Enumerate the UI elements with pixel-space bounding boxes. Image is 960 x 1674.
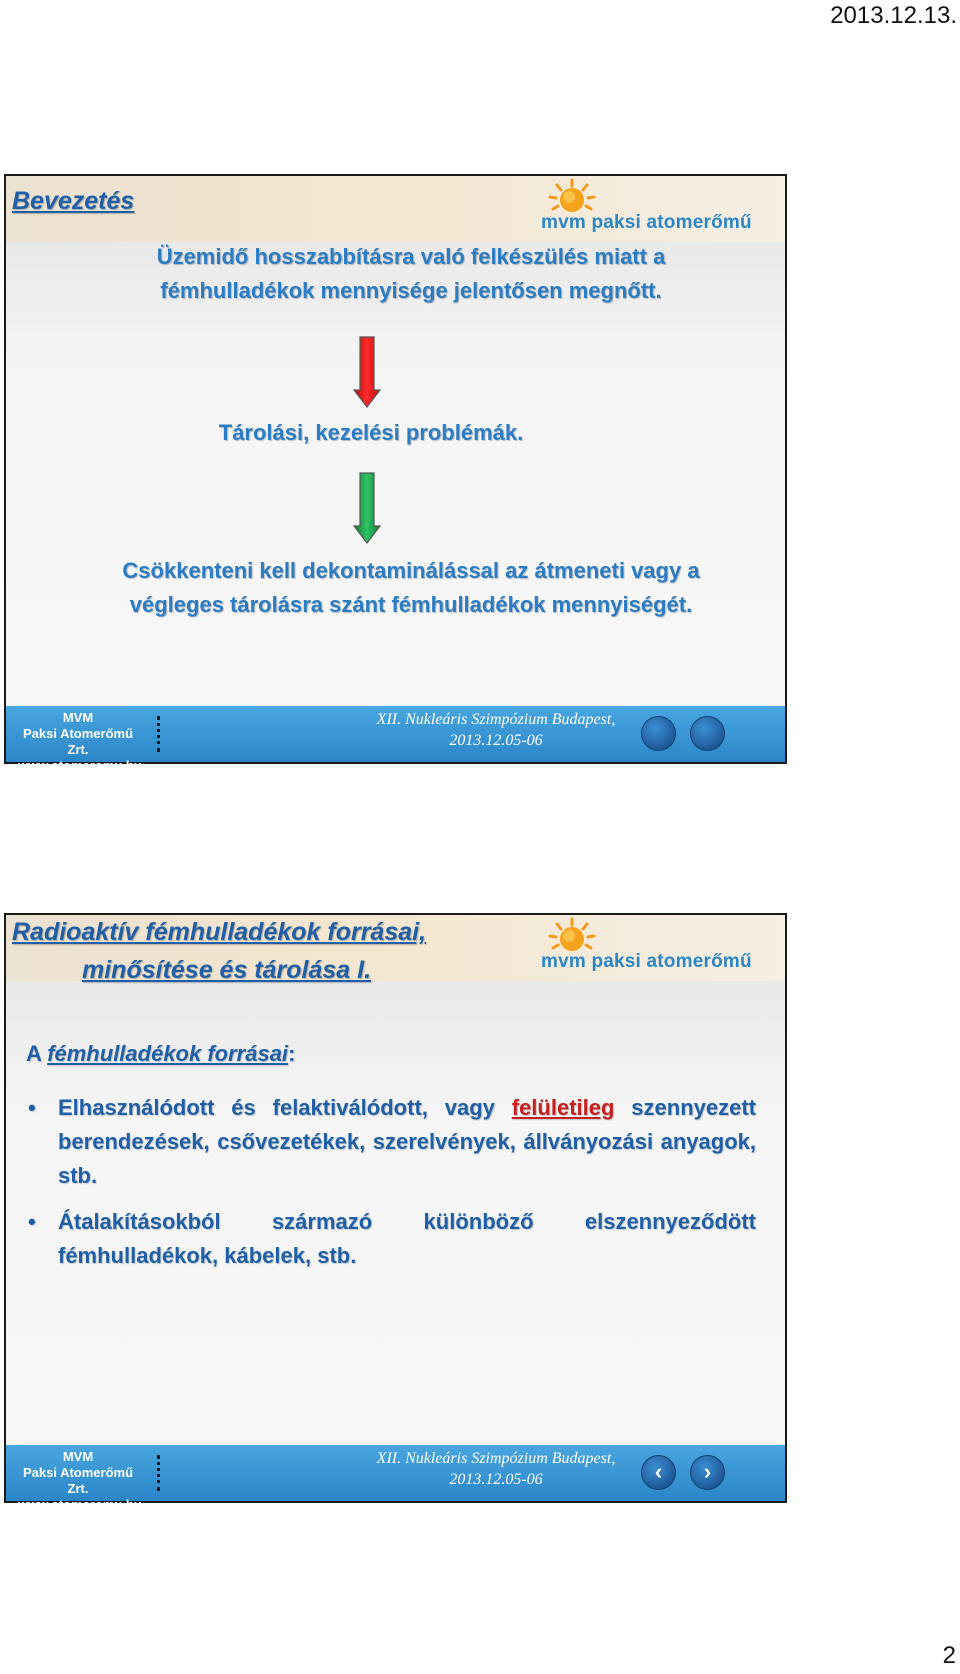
slide-title: Bevezetés xyxy=(12,187,135,215)
chevron-left-icon: ‹ xyxy=(654,1459,663,1484)
sources-heading-prefix: A xyxy=(26,1041,48,1066)
solution-line-1: Csökkenteni kell dekontaminálással az átmeneti vagy a xyxy=(122,558,700,583)
list-item xyxy=(28,1205,756,1273)
bullet-glyph: • xyxy=(28,1095,36,1120)
bullet-1-text-start: Elhasználódott és felaktiválódott, vagy xyxy=(58,1095,512,1120)
footer-org-line-1: MVM xyxy=(62,1449,94,1464)
slide-radioaktiv-femhulladekok xyxy=(4,913,787,1512)
slide-footer xyxy=(6,1445,785,1512)
slide-body-background xyxy=(6,242,785,706)
intro-line-1: Üzemidő hosszabbításra való felkészülés miatt a xyxy=(156,244,666,269)
bullet-1-text-end: szennyezett berendezések, csővezetékek, szerelvények, állványozási anyagok, stb. xyxy=(58,1095,756,1188)
footer-org-line-3: www.atomeromu.hu xyxy=(18,758,142,773)
bullet-glyph: • xyxy=(28,1209,36,1234)
footer-org xyxy=(18,1449,142,1513)
next-slide-button[interactable] xyxy=(690,716,725,751)
page-date: 2013.12.13. xyxy=(830,2,957,29)
footer-org-line-3: www.atomeromu.hu xyxy=(18,1497,142,1512)
slide-bevezetes xyxy=(4,174,787,773)
problem-text: Tárolási, kezelési problémák. xyxy=(218,420,524,445)
footer-event-line-2: 2013.12.05-06 xyxy=(449,1471,543,1488)
footer-org-line-1: MVM xyxy=(62,710,94,725)
previous-slide-button[interactable] xyxy=(641,716,676,751)
previous-slide-button[interactable] xyxy=(641,1455,676,1490)
logo-brand: paksi atomerőmű xyxy=(591,951,752,972)
footer-divider xyxy=(157,716,163,752)
logo-brand: paksi atomerőmű xyxy=(591,212,752,233)
footer-event-line-1: XII. Nukleáris Szimpózium Budapest, xyxy=(376,711,616,728)
logo-brand-text xyxy=(541,212,752,234)
footer-event-line-2: 2013.12.05-06 xyxy=(449,732,543,749)
intro-line-2: fémhulladékok mennyisége jelentősen megnőtt. xyxy=(160,278,662,303)
solution-line-2: végleges tárolásra szánt fémhulladékok mennyiségét. xyxy=(129,592,693,617)
list-item xyxy=(28,1091,756,1193)
footer-event-line-1: XII. Nukleáris Szimpózium Budapest, xyxy=(376,1450,616,1467)
sources-heading-suffix: : xyxy=(288,1041,296,1066)
slide-title xyxy=(12,913,426,989)
logo-mvm: mvm xyxy=(541,951,586,972)
down-arrow-green-icon xyxy=(353,472,381,544)
bullet-1-highlight: felületileg xyxy=(511,1095,615,1120)
sources-list xyxy=(28,1091,756,1285)
chevron-right-icon: › xyxy=(703,1459,712,1484)
footer-event xyxy=(366,709,626,751)
next-slide-button[interactable] xyxy=(690,1455,725,1490)
solution-text xyxy=(26,554,796,622)
slide-footer xyxy=(6,706,785,773)
footer-org xyxy=(18,710,142,774)
bullet-2-text: Átalakításokból származó különböző elszennyeződött fémhulladékok, kábelek, stb. xyxy=(58,1209,756,1268)
logo-brand-text xyxy=(541,951,752,973)
down-arrow-red-icon xyxy=(353,336,381,408)
footer-event xyxy=(366,1448,626,1490)
mvm-paks-logo xyxy=(541,178,781,240)
intro-text xyxy=(46,240,776,308)
sources-heading xyxy=(26,1041,295,1067)
mvm-paks-logo xyxy=(541,917,781,979)
footer-org-line-2: Paksi Atomerőmű Zrt. xyxy=(22,1465,134,1496)
sources-heading-underlined: fémhulladékok forrásai xyxy=(47,1041,289,1066)
slide-title-line-2: minősítése és tárolása I. xyxy=(82,956,372,984)
footer-org-line-2: Paksi Atomerőmű Zrt. xyxy=(22,726,134,757)
footer-divider xyxy=(157,1455,163,1491)
slide-title-line-1: Radioaktív fémhulladékok forrásai, xyxy=(12,918,427,946)
logo-mvm: mvm xyxy=(541,212,586,233)
page-number: 2 xyxy=(942,1642,956,1669)
